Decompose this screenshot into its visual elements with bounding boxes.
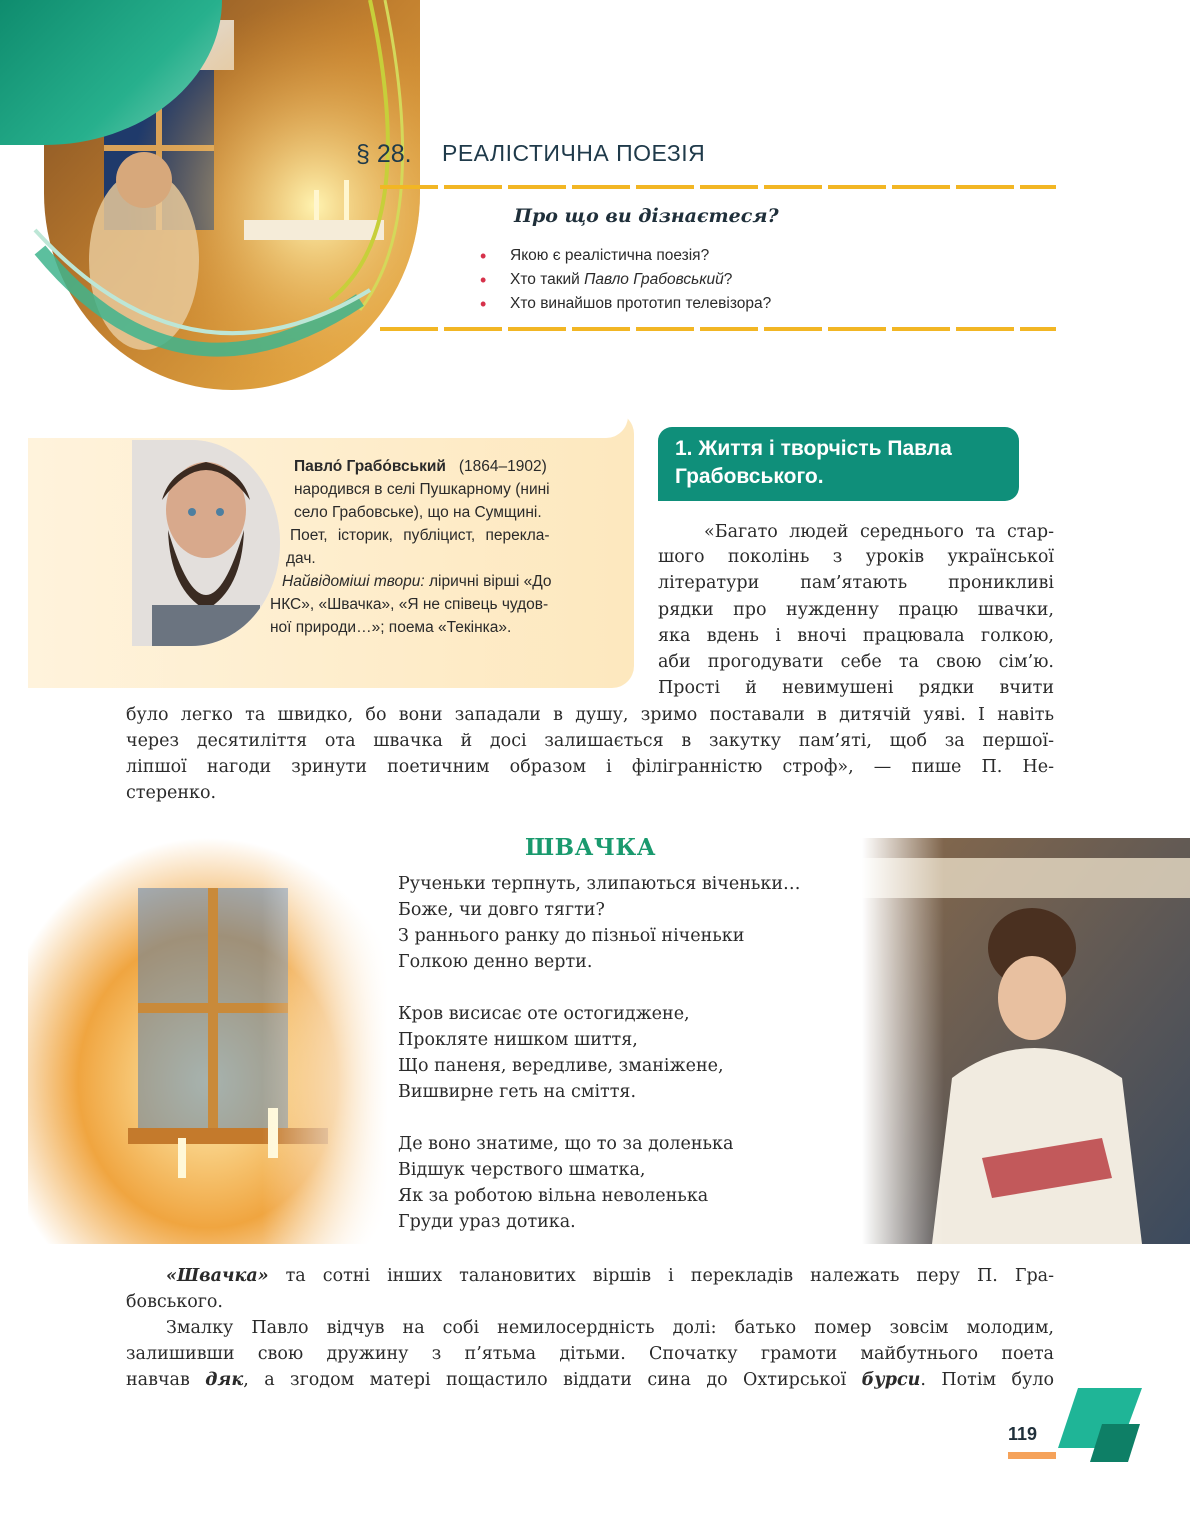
divider-top [380,185,1056,189]
quote-line: літератури пам’ятають проникливі [658,573,1054,593]
bio-line: народився в селі Пушкарному (нині [294,481,550,498]
body-line: залишивши свою дружину з п’ятьма дітьми. Спочатку грамоти майбутнього поета [126,1344,1054,1364]
learn-item: • Хто винайшов прототип телевізора? [478,292,771,316]
learn-list [478,244,771,316]
poem-line: Де воно знатиме, що то за доленька [398,1134,734,1154]
bio-text: Павло́ Грабо́вський (1864–1902) народився в селі Пушкарному (нині село Грабовське), що на Сумщині. Поет, історик, публіцист, перекла- дач. Найвідоміші твори: ліричні вірші «До НКС», «Швачка», «Я не співець чудов- ної природи…»; поема «Текінка». [270,455,612,639]
learn-item: • Хто такий Павло Грабовський? [478,268,771,292]
section-title: РЕАЛІСТИЧНА ПОЕЗІЯ [442,140,706,166]
quote-line: «Багато людей середнього та стар- [704,522,1054,542]
quote-line: через десятиліття ота швачка й досі залишається в закутку пам’яті, щоб за першої- [126,731,1054,751]
poem-line: Як за роботою вільна неволенька [398,1186,709,1206]
section-number: § 28. [356,140,412,168]
body-line: «Швачка» та сотні інших талановитих віршів і перекладів належать перу П. Гра- [166,1266,1054,1286]
heading-life-and-work: 1. Життя і творчість Павла Грабовського. [658,427,1019,501]
quote-line: аби прогодувати себе та свою сім’ю. [658,652,1054,672]
quote-line: яка вдень і вночі працювала голкою, [658,626,1054,646]
bio-name: Павло́ Грабо́вський [294,458,446,475]
poem-line: Відшук черствого шматка, [398,1160,646,1180]
quote-line: ліпшої нагоди зринути поетичним образом і філігранністю строф», — пише П. Не- [126,757,1054,777]
poem-line: Прокляте нишком шиття, [398,1030,638,1050]
quote-line: Прості й невимушені рядки вчити [658,678,1054,698]
window-candles-image [28,838,388,1244]
quote-line: шого поколінь з уроків української [658,547,1054,567]
poem-line: Що паненя, вередливе, зманіжене, [398,1056,724,1076]
learn-title: Про що ви дізнаєтеся? [514,205,779,227]
body-line: бовського. [126,1292,223,1312]
learn-item: • Якою є реалістична поезія? [478,244,771,268]
footer-decoration [1058,1388,1142,1462]
quote-line: стеренко. [126,783,217,803]
poem-line: Рученьки терпнуть, злипаються віченьки… [398,874,801,894]
bio-line: дач. [286,550,316,567]
bio-works-label: Найвідоміші твори: [282,573,425,590]
bio-line: ної природи…»; поема «Текінка». [270,619,512,636]
poem-line: Груди ураз дотика. [398,1212,576,1232]
poem-title: ШВАЧКА [525,834,656,861]
poem-line: Боже, чи довго тягти? [398,900,605,920]
bio-line: Поет, історик, публіцист, перекла- [290,527,550,544]
poem-line: Вишвирне геть на сміття. [398,1082,637,1102]
poem-line: Голкою денно верти. [398,952,593,972]
embroidering-woman-image [862,838,1190,1244]
page-number-underline [1008,1452,1056,1459]
quote-line: рядки про нужденну працю швачки, [658,600,1054,620]
body-line: Змалку Павло відчув на собі немилосердність долі: батько помер зовсім молодим, [166,1318,1054,1338]
poem-line: З раннього ранку до пізньої ніченьки [398,926,745,946]
body-line: навчав дяк, а згодом матері пощастило віддати сина до Охтирської бурси. Потім було [126,1370,1054,1390]
bio-line: НКС», «Швачка», «Я не співець чудов- [270,596,549,613]
quote-line: було легко та швидко, бо вони западали в душу, зримо поставали в дитячій уяві. І навіть [126,705,1054,725]
poem-line: Кров висисає оте остогиджене, [398,1004,690,1024]
page-number: 119 [1008,1424,1038,1444]
bio-years: (1864–1902) [458,458,547,475]
bio-line: село Грабовське), що на Сумщині. [294,504,542,521]
divider-bottom [380,327,1056,331]
